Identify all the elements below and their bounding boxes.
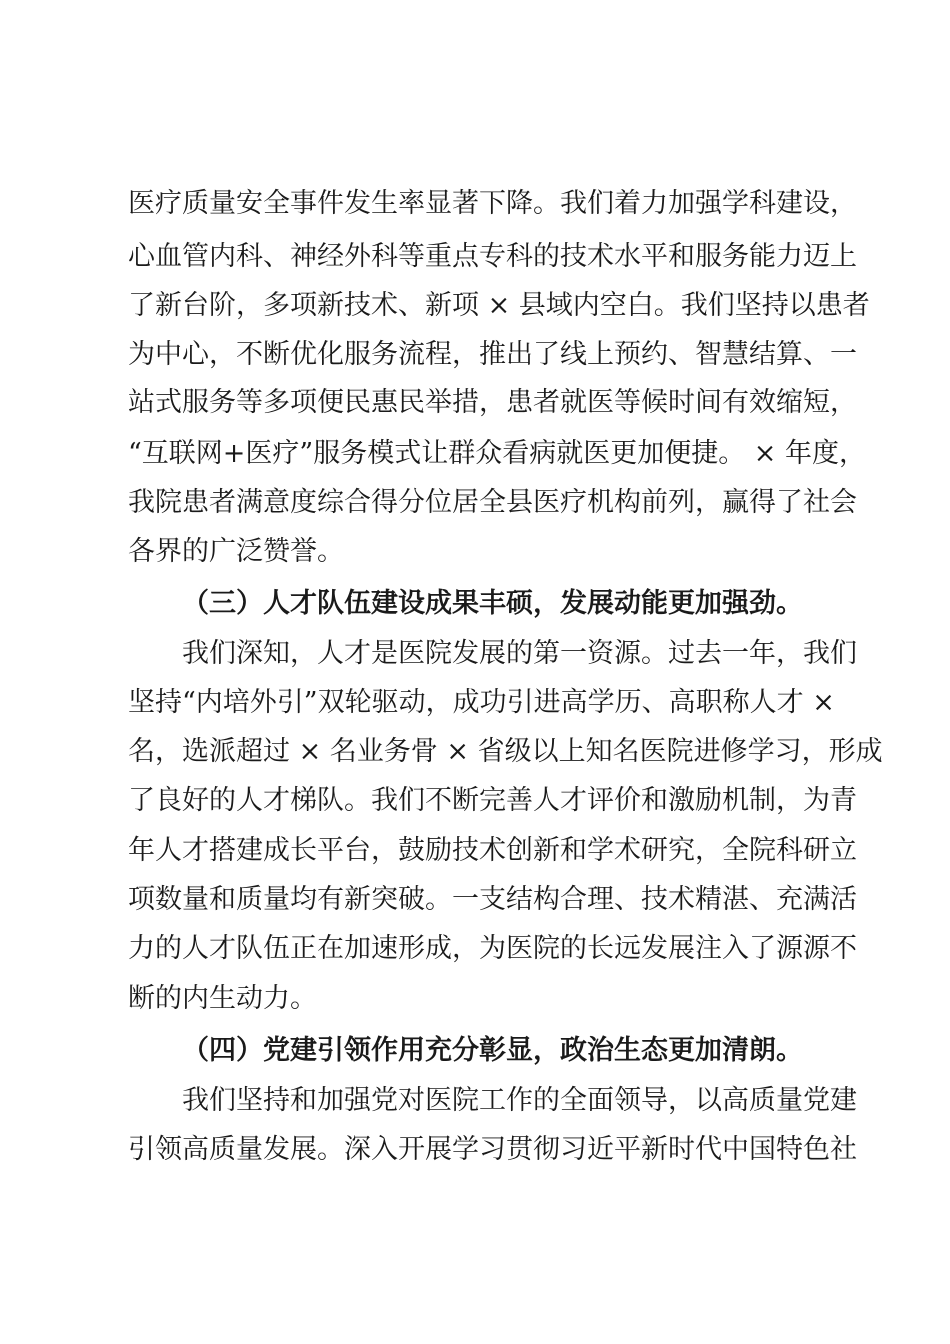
section-heading-3: （三）人才队伍建设成果丰硕，发展动能更加强劲。	[182, 588, 803, 619]
paragraph-first-line: 我们坚持和加强党对医院工作的全面领导，以高质量党建	[182, 1085, 857, 1116]
body-text-line: 各界的广泛赞誉。	[128, 536, 344, 567]
body-text-line: 年人才搭建成长平台，鼓励技术创新和学术研究，全院科研立	[128, 835, 857, 866]
body-text-line: “互联网+医疗”服务模式让群众看病就医更加便捷。 × 年度，	[128, 438, 867, 469]
body-text-line: 我院患者满意度综合得分位居全县医疗机构前列，赢得了社会	[128, 487, 857, 518]
paragraph-first-line: 我们深知，人才是医院发展的第一资源。过去一年，我们	[182, 638, 857, 669]
body-text-line: 力的人才队伍正在加速形成，为医院的长远发展注入了源源不	[128, 933, 857, 964]
body-text-line: 为中心，不断优化服务流程，推出了线上预约、智慧结算、一	[128, 339, 857, 370]
body-text-line: 引领高质量发展。深入开展学习贯彻习近平新时代中国特色社	[128, 1134, 857, 1165]
body-text-line: 坚持“内培外引”双轮驱动，成功引进高学历、高职称人才 ×	[128, 687, 835, 718]
body-text-line: 心血管内科、神经外科等重点专科的技术水平和服务能力迈上	[128, 241, 857, 272]
body-text-line: 医疗质量安全事件发生率显著下降。我们着力加强学科建设，	[128, 188, 857, 219]
body-text-line: 断的内生动力。	[128, 983, 317, 1014]
body-text-line: 了新台阶，多项新技术、新项 × 县域内空白。我们坚持以患者	[128, 290, 870, 321]
body-text-line: 了良好的人才梯队。我们不断完善人才评价和激励机制，为青	[128, 785, 857, 816]
body-text-line: 项数量和质量均有新突破。一支结构合理、技术精湛、充满活	[128, 884, 857, 915]
body-text-line: 站式服务等多项便民惠民举措，患者就医等候时间有效缩短，	[128, 387, 857, 418]
section-heading-4: （四）党建引领作用充分彰显，政治生态更加清朗。	[182, 1035, 803, 1066]
body-text-line: 名，选派超过 × 名业务骨 × 省级以上知名医院进修学习，形成	[128, 736, 883, 767]
